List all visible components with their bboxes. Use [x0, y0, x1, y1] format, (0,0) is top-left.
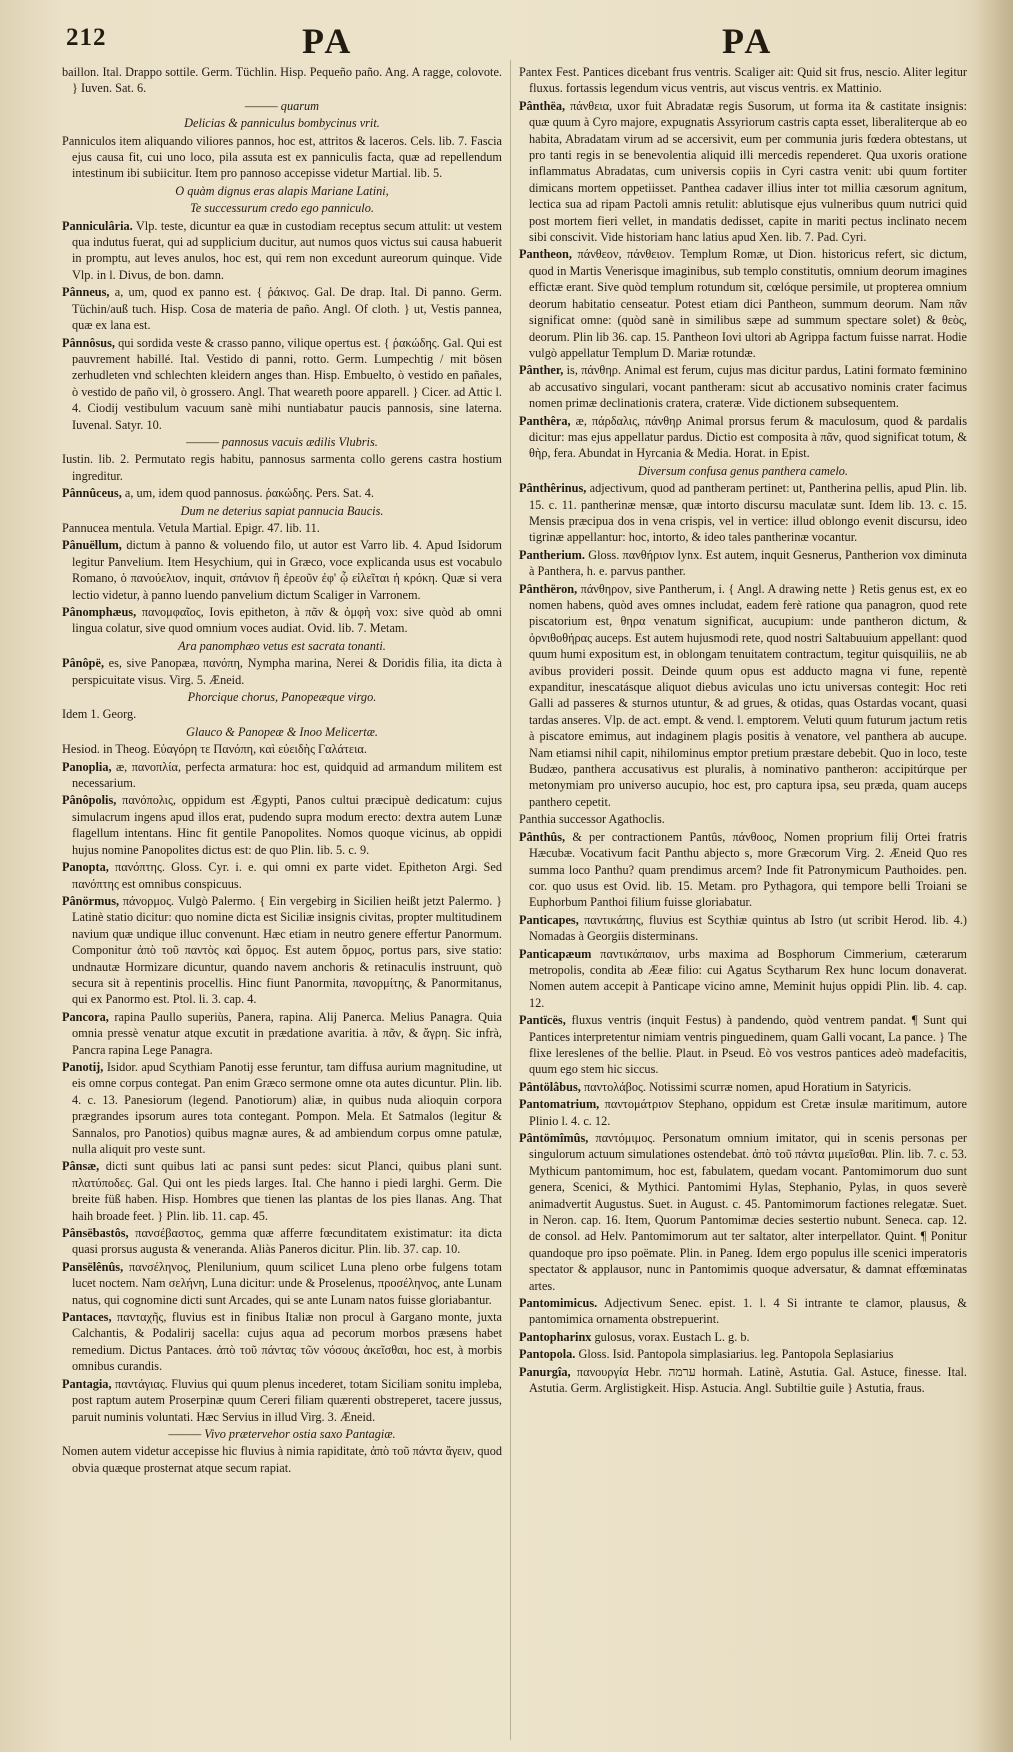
verse-quotation: Diversum confusa genus panthera camelo.	[637, 463, 849, 478]
entry-body: gulosus, vorax. Eustach L. g. b.	[594, 1329, 750, 1344]
entry-headword: Pancora,	[62, 1009, 109, 1024]
dictionary-entry	[62, 655, 502, 688]
entry-body: Pantex Fest. Pantices dicebant frus ventris. Scaliger ait: Quid sit frus, nescio. Aliter legitur fluxus. fortassis legendum vicus ventris, aut viscus ventris. ex Mattinio.	[519, 65, 967, 96]
dictionary-entry	[62, 759, 502, 792]
entry-body: a, um, idem quod pannosus. ῥακώδης. Pers. Sat. 4.	[124, 486, 375, 501]
entry-headword: Pânsëbastôs,	[62, 1226, 129, 1241]
dictionary-entry	[62, 1158, 502, 1224]
entry-headword: Panoplia,	[62, 759, 112, 774]
dictionary-entry	[519, 1295, 967, 1328]
entry-body: παντόμιμος. Personatum omnium imitator, qui in scenis personas per singulorum actuum simulationes ostendebat. ἀπὸ τοῦ πάντα μιμεῖσθαι. Plin. lib. 7. c. 53. Mythicum pantomimum, hoc est, fabulatem, quedam vocant. Pantomimorum duo sunt genera, Scenici, & Mythici. Pantomimi Hylas, Stephanio, Pylas, in quos severè animadvertit Augustus. Suet. in August. c. 45. Pantomimorum factiones relegatæ. Suet. in Neron. cap. 16. Item, Quorum Pantomimæ decies sestertio nubunt. Seneca. cap. 12. de consol. ad Helv. Pantomimorum aut ter saltator, alter interpellator. Quint. ¶ Ponitur quandoque pro ipso poëmate. Plin. in Paneg. Idem ergo populus ille scenici imperatoris spectator & applausor, nunc in Pantomimis quoque adversatur, & damnat effœminatas artes.	[529, 1131, 967, 1293]
verse-quotation: Dum ne deterius sapiat pannucia Baucis.	[180, 503, 384, 518]
entry-headword: Panniculâria.	[62, 218, 133, 233]
entry-body: πανσέβαστος, gemma quæ afferre fœcunditatem existimatur: ita dicta quasi prorsus augusta & veneranda. Aliàs Paneros dicitur. Plin. lib. 37. cap. 10.	[72, 1226, 502, 1257]
entry-body: πανομφαῖος, Iovis epitheton, à πᾶν & ὀμφὴ vox: sive quòd ab omni lingua colatur, sive quod omnium voces audiat. Ovid. lib. 7. Metam.	[72, 605, 502, 636]
verse-quotation: O quàm dignus eras alapis Mariane Latini,	[175, 183, 389, 198]
entry-body: πανόπολις, oppidum est Ægypti, Panos cultui præcipuè dedicatum: cujus simulacrum ingens apud illos erat, pudendo supra modum erecto: dextra autem Lunæ flagellum intentans. Hinc fit gentile Panopolites. Nomos quoque vicinus, ab oppidi hujus nomine Panopolites dictus est: de quo Plin. lib. 5. c. 9.	[72, 793, 502, 857]
dictionary-entry	[62, 1059, 502, 1157]
running-head-left: PA	[302, 21, 354, 61]
dictionary-entry	[519, 413, 967, 462]
entry-body: adjectivum, quod ad pantheram pertinet: ut, Pantherina pellis, apud Plin. lib. 15. c. 11. pantherinæ mensæ, quæ intorto discursu maculatæ sunt. Idem lib. 13. c. 15. Mensis præcipua dos in vena crispis, vel in vertice: illud oblongo evenit discursu, ideo tigrinæ appellantur: hoc, intorto, & ideo tales pantherinæ vocantur.	[529, 481, 967, 545]
entry-headword: Panotij,	[62, 1059, 104, 1074]
entry-headword: Panthêra,	[519, 413, 571, 428]
verse-quotation: Phorcique chorus, Panopeæque virgo.	[187, 690, 377, 705]
entry-body: rapina Paullo superiùs, Panera, rapina. Alij Panerca. Melius Panagra. Quia omnia pressè venatur atque excutit in prædatione avaritia. à πᾶν, & ἄγρη. Sic infrà, Pancra rapina Lege Panagra.	[72, 1009, 502, 1057]
column-divider	[510, 60, 511, 1740]
dictionary-entry	[62, 335, 502, 433]
entry-headword: Pânthûs,	[519, 829, 566, 844]
entry-body: Gloss. Isid. Pantopola simplasiarius. leg. Pantopola Seplasiarius	[578, 1347, 894, 1362]
entry-headword: Pantomatrium,	[519, 1097, 600, 1112]
dictionary-entry	[519, 1329, 967, 1345]
verse-quotation: Te successurum credo ego panniculo.	[190, 201, 374, 216]
dictionary-entry	[62, 604, 502, 637]
entry-headword: Panticapæum	[519, 946, 592, 961]
entry-body: παντομάτριον Stephano, oppidum est Cretæ insulæ maritimum, autore Plinio l. 4. c. 12.	[529, 1097, 967, 1128]
dictionary-entry	[519, 362, 967, 411]
entry-body: πάνθεια, uxor fuit Abradatæ regis Susorum, ut forma ita & castitate insignis: quæ quum à Cyro majore, expugnatis Assyriorum castris capta esset, liberaliterque ab eo habita, Abradatam virum ad se accersivit, eum per communia juris fœdera obtestans, ut pro tanti regis in se benevolentia aliquid illi mercedis rependeret. Qua uxoris oratione inflammatus Abradatas, cum universis copiis in Cyri castra venit: ubi quum fortiter dimicans mortem oppetiisset. Panthea cadaver illius inter tot millia cæsorum agnitum, lectica sua ad ripam Pactoli amnis retulit: ablutisque ejus vulneribus quum nutrici quid post mortem fieri vellet, in mandatis dedisset, capite in mariti pectus inclinato necem sibi conscivit. Vide historiam hanc latius apud Xen. lib. 7. Pad. Cyri.	[529, 98, 967, 245]
dictionary-entry	[519, 246, 967, 361]
dictionary-entry	[62, 284, 502, 333]
entry-body: dicti sunt quibus lati ac pansi sunt pedes: sicut Planci, quibus plani sunt. πλατύποδες. Gal. Qui ont les pieds larges. Ital. Che hanno i piedi larghi. Germ. Die breite füß haben. Hisp. Hombres que tienen las plantas de los pies llanas. Ang. That haih broade feet. } Plin. lib. 11. cap. 45.	[72, 1159, 502, 1223]
dictionary-entry	[519, 946, 967, 1012]
entry-headword: Pantopola.	[519, 1347, 576, 1362]
entry-headword: Pantherium.	[519, 547, 585, 562]
dictionary-entry	[519, 1364, 967, 1397]
dictionary-entry	[519, 480, 967, 546]
entry-body: πάνορμος. Vulgò Palermo. { Ein vergebirg in Sicilien heißt jetzt Palermo. } Latinè statio dicitur: quo nomine dicta est Siciliæ insignis civitas, propter multitudinem navium quæ undique illuc convenunt. Hæc etiam in neutro genere effertur Panormum. Componitur ἀπὸ τοῦ παντὸς καὶ ὅρμος. Est autem ὅρμος, portus pars, sive statio: undnautæ Hormizare dicuntur, quando navem anchoris & retinaculis instruunt, quò secura sit à repentinis procellis. Hinc fiunt Panormita, πανορμίτης, & Panormitanus, qui ex Panormo est. Ptol. li. 3. cap. 4.	[72, 893, 502, 1007]
dictionary-entry	[519, 1079, 967, 1095]
entry-body: πανόπτης. Gloss. Cyr. i. e. qui omni ex parte videt. Epitheton Argi. Sed πανόπτης est omnibus conspicuus.	[72, 860, 502, 891]
page-number: 212	[66, 24, 107, 51]
entry-headword: Pânneus,	[62, 285, 110, 300]
dictionary-entry	[519, 547, 967, 580]
dictionary-entry	[62, 792, 502, 858]
dictionary-entry	[519, 912, 967, 945]
dictionary-entry	[519, 1130, 967, 1294]
entry-headword: Pânthëa,	[519, 98, 566, 113]
dictionary-entry	[519, 1096, 967, 1129]
entry-headword: Pânôpolis,	[62, 793, 117, 808]
entry-headword: Panurgîa,	[519, 1364, 571, 1379]
dictionary-entry	[62, 1376, 502, 1425]
dictionary-entry	[62, 218, 502, 284]
entry-headword: Pântömîmûs,	[519, 1131, 589, 1145]
dictionary-entry	[62, 859, 502, 892]
entry-body: Gloss. πανθήριον lynx. Est autem, inquit Gesnerus, Pantherion vox diminuta à Panthera, h. e. parvus panther.	[529, 547, 967, 579]
verse-quotation: ——— quarum	[244, 98, 320, 113]
verse-quotation: Delicias & panniculus bombycinus vrit.	[184, 116, 380, 131]
entry-headword: Pânther,	[519, 363, 564, 378]
entry-body: dictum à panno & voluendo filo, ut autor est Varro lib. 4. Apud Isidorum legitur Panvelium. Item Hesychium, qui in Græco, voce explicanda usus est vocabulo Romano, ὁ πανούελιον, inquit, σπάνιον ἢ ἐρεοῦν ἐφ' ᾧ εἰλεῖται ἡ κρόκη. Quæ si vera lectio videtur, à panno luendo panvelium dictum Scaliger in Varronem.	[72, 538, 502, 602]
entry-body: a, um, quod ex panno est. { ῥάκινος. Gal. De drap. Ital. Di panno. Germ. Tüchin/auß tuch. Hisp. Cosa de materia de paño. Angl. Of cloth. } ut, Vestis pannea, quæ ex lana est.	[72, 285, 502, 333]
dictionary-entry	[62, 893, 502, 1008]
entry-body: es, sive Panopæa, πανόπη, Nympha marina, Nerei & Doridis filia, ita dicta à perspicuitate visus. Virg. 5. Æneid.	[72, 656, 502, 687]
entry-headword: Pântölâbus,	[519, 1079, 581, 1094]
entry-headword: Pantomimicus.	[519, 1296, 598, 1311]
entry-text	[62, 1443, 502, 1476]
entry-headword: Pânuëllum,	[62, 538, 122, 553]
dictionary-entry	[62, 537, 502, 603]
entry-headword: Pânthëron,	[519, 581, 578, 596]
entry-body: Pannucea mentula. Vetula Martial. Epigr. 47. lib. 11.	[62, 520, 320, 535]
entry-body: παντολάβος. Notissimi scurræ nomen, apud Horatium in Satyricis.	[583, 1079, 912, 1094]
entry-headword: Pansëlênûs,	[62, 1259, 124, 1274]
entry-body: æ, πάρδαλις, πάνθηρ Animal prorsus ferum & maculosum, quod & pardalis dicitur: mas ejus appellatur pardus. Dictio est composita à πᾶν, quod significat totum, & θὴρ, fera. Abundat in Hyrcania & Media. Horat. in Epist.	[529, 413, 967, 461]
verse-quotation: Ara panomphæo vetus est sacrata tonanti.	[178, 638, 386, 653]
verse-quotation: ——— pannosus vacuis ædilis Vlubris.	[186, 434, 378, 449]
entry-text	[62, 520, 502, 536]
entry-text	[62, 133, 502, 182]
dictionary-entry	[62, 1259, 502, 1308]
entry-body: is, πάνθηρ. Animal est ferum, cujus mas dicitur pardus, Latini formato fœminino ab accusativo singulari, vocant pantheram: sicut ab accusativo nominis crater facimus nomen primæ declinationis cratera, crateræ. Vide dictionem subsequentem.	[529, 363, 967, 411]
entry-text	[62, 64, 502, 97]
dictionary-entry	[62, 485, 502, 501]
dictionary-entry	[62, 1009, 502, 1058]
entry-headword: Panticapes,	[519, 912, 579, 927]
entry-headword: Pantïcës,	[519, 1013, 566, 1028]
entry-body: Isidor. apud Scythiam Panotij esse feruntur, tam diffusa aurium magnitudine, ut eis omne corpus contegat. Pan enim Græco sermone omne ota autes dicuntur. Plin. lib. 4. c. 13. Panesiorum (legend. Panotiorum) aliæ, in quibus nuda alioquin corpora prægrandes ipsorum aures tota contegant. Pompon. Mela. Et Satmalos (legitur & Sannalos, pro Panotios) quibus magnæ aures, & ad ambiendum corpus omne patulæ, nulla aliquit pro veste sunt.	[72, 1059, 502, 1156]
entry-headword: Pânnûceus,	[62, 486, 122, 501]
entry-body: πάνθεον, πάνθειον. Templum Romæ, ut Dion. historicus refert, sic dictum, quod in Martis Venerisque imaginibus, sub templo constitutis, omnium deorum imagines effictæ erant. Sive quòd templum rotundum sit, cœlóque persimile, ut propterea omnium deorum habitatio censeatur. Potest etiam dici Pantheon, summum deorum. Nam πᾶν significat omne: (quòd sanè in similibus sæpe ad summum spectare solet) & θεὸς, deorum. Plin lib 36. cap. 15. Pantheon Iovi ultori ab Agrippa factum fuisse narrat. Hodie vulgò appellatur Templum D. Mariæ rotundæ.	[529, 247, 967, 360]
entry-text	[519, 64, 967, 97]
entry-text	[519, 811, 967, 827]
right-column	[519, 64, 967, 1744]
entry-headword: Pânôpë,	[62, 656, 105, 671]
entry-headword: Panopta,	[62, 860, 109, 875]
entry-body: Panthia successor Agathoclis.	[519, 812, 665, 827]
dictionary-entry	[519, 581, 967, 811]
entry-body: qui sordida veste & crasso panno, vilique opertus est. { ῥακώδης. Gal. Qui est pauvrement habillé. Ital. Vestido di panni, rotto. Germ. Lumpechtig / mit bösen zerhudleten vnd schlechten kleidern anges than. Hisp. Embuelto, ò vestido en pañales, ò vestido de paño vil, ò grossero. Angl. That weareth poore apparell. } Cicer. ad Attic l. 4. Ciodij vestibulum vacuum sanè mihi nuntiabatur paucis pannosis, sine laterna. Iuvenal. Satyr. 10.	[72, 335, 502, 432]
entry-body: Hesiod. in Theog. Εὐαγόρη τε Πανόπη, καὶ εὐειδὴς Γαλάτεια.	[62, 742, 367, 757]
entry-headword: Pânsæ,	[62, 1159, 100, 1174]
entry-headword: Pânomphæus,	[62, 605, 137, 619]
dictionary-entry	[519, 829, 967, 911]
entry-body: & per contractionem Pantûs, πάνθοος, Nomen proprium filij Ortei fratris Hæcubæ. Vocativum facit Panthu abjecto s, more Græcorum Virg. 2. Æneid Quo res summa loco Panthu? quam prendimus arcem? Inde fit Patronymicum Pauthoides. pen. cor. quo usus est Ovid. lib. 15. Metam. pro Pythagora, qui tempore belli Troiani se Euphorbum Panthoi filium fuisse gloriabatur.	[529, 829, 967, 910]
entry-text	[62, 741, 502, 757]
entry-text	[62, 706, 502, 722]
entry-headword: Pânörmus,	[62, 893, 120, 908]
entry-body: πανσέληνος, Plenilunium, quum scilicet Luna pleno orbe fulgens totam lucet noctem. Nam σελήνη, Luna dicitur: unde & Proselenus, προσέληνος, ante Lunam natus, qui cognomine dicti sunt Arcades, qui se ante Lunam natos fuisse gloriabantur.	[72, 1259, 502, 1307]
entry-headword: Pantagia,	[62, 1376, 112, 1391]
entry-body: Iustin. lib. 2. Permutato regis habitu, pannosus sarmenta collo gerens castra hostium ingreditur.	[62, 452, 502, 483]
entry-body: πάνθηρον, sive Pantherum, i. { Angl. A drawing nette } Retis genus est, ex eo nomen habens, quòd aves omnes includat, eadem ferè ratione qua panagron, quod rete piscatorium est, θηρα venatum significat, aucupium: unde pantheron dictum, & ὀρνιθοθήρας auceps. Est autem hujusmodi rete, quod nostri Saltabuuium appellant: quod quum humi expositum est, in oblongam tenuitatem contractum, tegitur quisquiliis, ne ab avibus provideri possit. Deinde quum opus est adducto magna vi fune, repentè expanditur, inescatásque aliquot diebus aviculas uno ictu universas contegit: Hoc reti Galli ad passeres & sturnos utuntur, & ad grues, & otidas, quas Ostardas vocant, quasi tardas anseres. Vlp. de act. empt. & vend. l. emptorem. Veluti quum futurum jactum retis à piscatore emimus, aut indaginem plagis positis à venatore, vel panthera ab aucupe. Nam etiamsi nihil capit, nihilominus emptor pretium præstare debebit. Quo in loco, teste Budæo, panthera accusativus est pluralis, à nominativo pantheron: accipitúrque per metonymiam pro universo aucupio, hoc est, pro captura ipsa, seu præda, quam auceps panthero cepetit.	[529, 581, 967, 809]
verse-quotation: ——— Vivo prætervehor ostia saxo Pantagiæ.	[168, 1426, 396, 1441]
dictionary-entry	[62, 1309, 502, 1375]
entry-body: πανουργία Hebr. ערמה hormah. Latinè, Astutia. Gal. Astuce, finesse. Ital. Astutia. Germ. Arglistigkeit. Hisp. Astucia. Angl. Subtiltie guile } Astutia, fraus.	[529, 1364, 967, 1396]
entry-headword: Pantopharinx	[519, 1329, 592, 1344]
dictionary-entry	[519, 1346, 967, 1362]
running-head-right: PA	[722, 21, 774, 61]
entry-body: fluxus ventris (inquit Festus) à pandendo, quòd ventrem pandat. ¶ Sunt qui Pantices interpretentur nimiam ventris pinguedinem, quam Galli vocant, La pance. } The flixe lereslenes of the bellie. Plaut. in Pseud. Eò vos vestros pantices adeò madefacitis, quum ego stem hic siccus.	[529, 1013, 967, 1077]
dictionary-entry	[519, 98, 967, 246]
entry-body: Nomen autem videtur accepisse hic fluvius à nimia rapiditate, ἀπὸ τοῦ πάντα ἄγειν, quod obvia quæque prosternat atque secum rapiat.	[62, 1444, 502, 1475]
entry-body: Adjectivum Senec. epist. 1. l. 4 Si intrante te clamor, plausus, & pantomimica ornamenta obstrepuerint.	[529, 1296, 967, 1327]
entry-body: παντάγιας. Fluvius qui quum plenus incederet, totam Siciliam sonitu impleba, post raptum autem Proserpinæ quum Cereri filiam quærenti obstreperet, tacere jussus, paruit numinis voluntati. Hæc Servius in illud Virg. 3. Æneid.	[72, 1376, 502, 1424]
entry-body: baillon. Ital. Drappo sottile. Germ. Tüchlin. Hisp. Pequeño paño. Ang. A ragge, colovote. } Iuven. Sat. 6.	[62, 65, 502, 96]
page-edge-shadow	[973, 0, 1013, 1752]
entry-body: Vlp. teste, dicuntur ea quæ in custodiam receptus secum attulit: ut vestem qua indutus fuerat, qui ad supplicium ducitur, aut numos quos victus sui causa habuerit in promptu, aut leves anulos, hoc est, qui rem non excedunt aureorum quinque. Vide Vlp. in l. Divus, de bon. damn.	[72, 218, 502, 282]
entry-body: πανταχῆς, fluvius est in finibus Italiæ non procul à Gargano monte, juxta Calchantis, & Podalirij sacella: cujus aqua ad pecorum morbos præsens habet remedium. Dictus Pantaces. ἀπὸ τοῦ πάντας τῶν νόσους ἀκεῖσθαι, hoc est, à morbis omnibus curandis.	[72, 1310, 502, 1374]
entry-body: παντικάπης, fluvius est Scythiæ quintus ab Istro (ut scribit Herod. lib. 4.) Nomadas à Georgiis disterminans.	[529, 912, 967, 944]
page-header	[0, 0, 1013, 60]
entry-body: Idem 1. Georg.	[62, 707, 137, 722]
entry-body: παντικάπαιον, urbs maxima ad Bosphorum Cimmerium, cæterarum metropolis, condita ab Æeæ filio: cui Agatus Scytharum Rex hunc locum donaverat. Nomen autem accepit à Panticape vicino amne, Meminit hujus oppidi Plin. lib. 4. cap. 12.	[529, 946, 967, 1010]
dictionary-entry	[62, 1225, 502, 1258]
verse-quotation: Glauco & Panopeæ & Inoo Melicertæ.	[186, 724, 378, 739]
entry-headword: Pantaces,	[62, 1310, 112, 1325]
entry-headword: Pânnôsus,	[62, 335, 115, 350]
entry-headword: Pantheon,	[519, 247, 572, 262]
entry-body: æ, πανοπλία, perfecta armatura: hoc est, quidquid ad armandum militem est necessarium.	[72, 759, 502, 791]
left-column	[62, 64, 502, 1744]
entry-text	[62, 451, 502, 484]
entry-body: Panniculos item aliquando viliores pannos, hoc est, attritos & laceros. Cels. lib. 7. Fascia ejus causa fit, cui uno loco, pila assuta est ex panniculis facta, quæ ad repellendum intestinum ibi subiicitur. Item pro pannoso accepisse videtur Martial. lib. 5.	[62, 133, 502, 181]
dictionary-entry	[519, 1012, 967, 1078]
entry-headword: Pânthêrinus,	[519, 481, 587, 496]
